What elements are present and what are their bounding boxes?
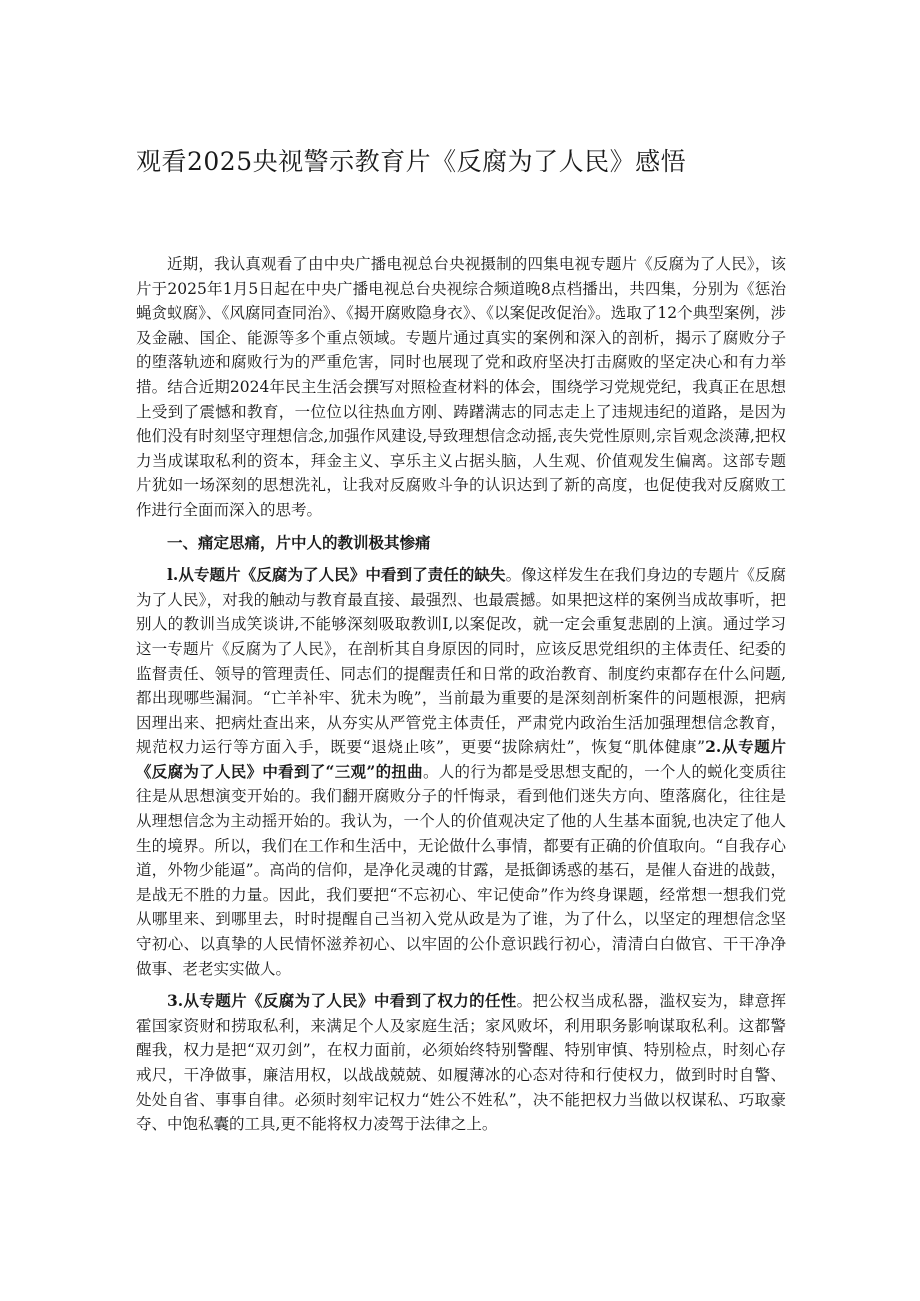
- point-2-lead: 2.从专题片《反腐为了人民》中看到了“三观”的扭曲: [136, 737, 787, 781]
- section-heading: 一、痛定思痛，片中人的教训极其惨痛: [167, 532, 431, 552]
- document-title: 观看2025央视警示教育片《反腐为了人民》感悟: [136, 147, 687, 176]
- intro-paragraph: 近期，我认真观看了由中央广播电视总台央视摄制的四集电视专题片《反腐为了人民》，该片于2025年1月5日起在中央广播电视总台央视综合频道晚8点档播出，共四集，分别为《惩治蝇贪蚁腐》、《风腐同查同治》、《揭开腐败隐身衣》、《以案促改促治》。选取了12个典型案例，涉及金融、国企、能源等多个重点领域。专题片通过真实的案例和深入的剖析，揭示了腐败分子的堕落轨迹和腐败行为的严重危害，同时也展现了党和政府坚决打击腐败的坚定决心和有力举措。结合近期2024年民主生活会撰写对照检查材料的体会，围绕学习党规党纪，我真正在思想上受到了震憾和教育，一位位以往热血方刚、踌躇满志的同志走上了违规违纪的道路，是因为他们没有时刻坚守理想信念,加强作风建设,导致理想信念动摇,丧失党性原则,宗旨观念淡薄,把权力当成谋取私利的资本，拜金主义、享乐主义占据头脑，人生观、价值观发生偏离。这部专题片犹如一场深刻的思想洗礼，让我对反腐败斗争的认识达到了新的高度，也促使我对反腐败工作进行全面而深入的思考。: [136, 255, 786, 519]
- point-3-lead: 3.从专题片《反腐为了人民》中看到了权力的任性: [167, 991, 517, 1011]
- point-paragraph-1-2: [136, 563, 786, 981]
- point-2-body: 。人的行为都是受思想支配的，一个人的蜕化变质往往是从思想演变开始的。我们翻开腐败分子的忏悔录，看到他们迷失方向、堕落腐化，往往是从理想信念为主动摇开始的。我认为，一个人的价值观决定了他的人生基本面貌,也决定了他人生的境界。所以，我们在工作和生活中，无论做什么事情，都要有正确的价值取向。“自我存心道，外物少能逼”。高尚的信仰，是净化灵魂的甘露，是抵御诱惑的基石，是催人奋进的战鼓，是战无不胜的力量。因此，我们要把“不忘初心、牢记使命”作为终身课题，经常想一想我们党从哪里来、到哪里去，时时提醒自己当初入党从政是为了谁，为了什么，以坚定的理想信念坚守初心、以真挚的人民情怀滋养初心、以牢固的公仆意识践行初心，清清白白做官、干干净净做事、老老实实做人。: [136, 762, 786, 978]
- point-1-lead: l.从专题片《反腐为了人民》中看到了责任的缺失: [167, 565, 506, 585]
- point-paragraph-3: [136, 989, 786, 1137]
- point-1-body: 。像这样发生在我们身边的专题片《反腐为了人民》，对我的触动与教育最直接、最强烈、也最震撼。如果把这样的案例当成故事听，把别人的教训当成笑谈讲,不能够深刻吸取教训I,以案促改，就一定会重复悲剧的上演。通过学习这一专题片《反腐为了人民》，在剖析其自身原因的同时，应该反思党组织的主体责任、纪委的监督责任、领导的管理责任、同志们的提醒责任和日常的政治教育、制度约束都存在什么问题,都出现哪些漏洞。“亡羊补牢、犹未为晚”，当前最为重要的是深刻剖析案件的问题根源，把病因理出来、把病灶查出来，从夯实从严管党主体责任，严肃党内政治生活加强理想信念教育，规范权力运行等方面入手，既要“退烧止咳”，更要“拔除病灶”，恢复“肌体健康”: [136, 566, 786, 757]
- document-body: [136, 252, 786, 1137]
- point-3-body: 。把公权当成私器，滥权妄为，肆意挥霍国家资财和捞取私利，来满足个人及家庭生活；家风败坏，利用职务影响谋取私利。这都警醒我，权力是把“双刃剑”，在权力面前，必须始终特别警醒、特别审慎、特别检点，时刻心存戒尺，干净做事，廉洁用权，以战战兢兢、如履薄冰的心态对待和行使权力，做到时时自警、处处自省、事事自律。必须时刻牢记权力“姓公不姓私”，决不能把权力当做以权谋私、巧取豪夺、中饱私囊的工具,更不能将权力凌驾于法律之上。: [136, 992, 786, 1134]
